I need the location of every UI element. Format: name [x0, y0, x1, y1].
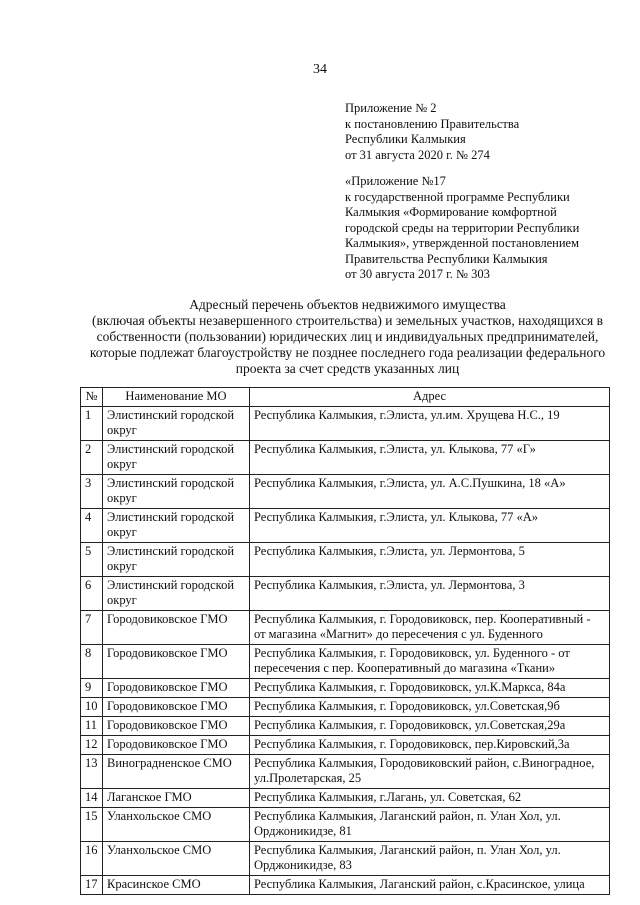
header-number: №	[81, 388, 103, 407]
table-row	[81, 736, 610, 755]
row-number: 5	[81, 543, 103, 577]
row-address: Республика Калмыкия, Лаганский район, п. Улан Хол, ул. Орджоникидзе, 83	[250, 842, 610, 876]
row-municipality: Городовиковское ГМО	[103, 717, 250, 736]
row-municipality: Виноградненское СМО	[103, 755, 250, 789]
row-number: 12	[81, 736, 103, 755]
row-municipality: Лаганское ГМО	[103, 789, 250, 808]
row-municipality: Уланхольское СМО	[103, 842, 250, 876]
row-address: Республика Калмыкия, г.Элиста, ул. А.С.Пушкина, 18 «А»	[250, 475, 610, 509]
row-municipality: Элистинский городской округ	[103, 509, 250, 543]
row-address: Республика Калмыкия, г.Элиста, ул. Клыкова, 77 «Г»	[250, 441, 610, 475]
row-municipality: Элистинский городской округ	[103, 543, 250, 577]
table-row	[81, 543, 610, 577]
row-municipality: Городовиковское ГМО	[103, 698, 250, 717]
row-address: Республика Калмыкия, г. Городовиковск, ул. Буденного - от пересечения с пер. Кооперативный до магазина «Ткани»	[250, 645, 610, 679]
title-line: которые подлежат благоустройству не позднее последнего года реализации федерального	[89, 345, 606, 360]
header-municipality: Наименование МО	[103, 388, 250, 407]
appendix-17-line: от 30 августа 2017 г. № 303	[345, 267, 490, 281]
row-address: Республика Калмыкия, Городовиковский район, с.Виноградное, ул.Пролетарская, 25	[250, 755, 610, 789]
row-municipality: Элистинский городской округ	[103, 407, 250, 441]
row-number: 17	[81, 876, 103, 895]
row-address: Республика Калмыкия, Лаганский район, п. Улан Хол, ул. Орджоникидзе, 81	[250, 808, 610, 842]
document-title	[60, 297, 635, 377]
table-row	[81, 808, 610, 842]
row-municipality: Красинское СМО	[103, 876, 250, 895]
row-number: 8	[81, 645, 103, 679]
table-row	[81, 679, 610, 698]
row-number: 16	[81, 842, 103, 876]
table-row	[81, 509, 610, 543]
row-number: 14	[81, 789, 103, 808]
table-row	[81, 577, 610, 611]
appendix-17-header	[345, 174, 579, 283]
row-municipality: Элистинский городской округ	[103, 475, 250, 509]
title-line: собственности (пользовании) юридических лиц и индивидуальных предпринимателей,	[96, 329, 599, 344]
row-municipality: Городовиковское ГМО	[103, 645, 250, 679]
row-address: Республика Калмыкия, г. Городовиковск, пер.Кировский,3а	[250, 736, 610, 755]
row-number: 2	[81, 441, 103, 475]
table-row	[81, 645, 610, 679]
row-municipality: Уланхольское СМО	[103, 808, 250, 842]
appendix-17-line: Калмыкия «Формирование комфортной	[345, 205, 557, 219]
row-municipality: Элистинский городской округ	[103, 577, 250, 611]
row-address: Республика Калмыкия, г.Элиста, ул. Клыкова, 77 «А»	[250, 509, 610, 543]
table-row	[81, 876, 610, 895]
appendix-17-line: городской среды на территории Республики	[345, 220, 580, 235]
table-row	[81, 789, 610, 808]
table-row	[81, 717, 610, 736]
header-address: Адрес	[250, 388, 610, 407]
row-address: Республика Калмыкия, г.Элиста, ул. Лермонтова, 5	[250, 543, 610, 577]
title-line: (включая объекты незавершенного строительства) и земельных участков, находящихся в	[91, 313, 604, 328]
row-number: 4	[81, 509, 103, 543]
table-row	[81, 475, 610, 509]
appendix-17-line: к государственной программе Республики	[345, 189, 570, 204]
table-header-row	[81, 388, 610, 407]
appendix-2-header	[345, 101, 519, 163]
row-address: Республика Калмыкия, г.Элиста, ул.им. Хрущева Н.С., 19	[250, 407, 610, 441]
table-row	[81, 755, 610, 789]
appendix-17-line: Калмыкия», утвержденной постановлением	[345, 236, 579, 250]
row-municipality: Элистинский городской округ	[103, 441, 250, 475]
row-number: 15	[81, 808, 103, 842]
appendix-2-line: Приложение № 2	[345, 101, 437, 115]
table-row	[81, 441, 610, 475]
row-municipality: Городовиковское ГМО	[103, 736, 250, 755]
title-line: Адресный перечень объектов недвижимого имущества	[189, 297, 506, 312]
row-number: 3	[81, 475, 103, 509]
row-number: 7	[81, 611, 103, 645]
table-row	[81, 611, 610, 645]
row-address: Республика Калмыкия, г. Городовиковск, пер. Кооперативный - от магазина «Магнит» до пересечения с ул. Буденного	[250, 611, 610, 645]
row-number: 9	[81, 679, 103, 698]
row-number: 1	[81, 407, 103, 441]
table-row	[81, 698, 610, 717]
row-number: 11	[81, 717, 103, 736]
page-number: 34	[313, 62, 327, 77]
row-address: Республика Калмыкия, Лаганский район, с.Красинское, улица	[250, 876, 610, 895]
appendix-2-line: от 31 августа 2020 г. № 274	[345, 147, 490, 162]
row-address: Республика Калмыкия, г. Городовиковск, ул.К.Маркса, 84а	[250, 679, 610, 698]
title-line: проекта за счет средств указанных лиц	[235, 361, 460, 376]
row-number: 13	[81, 755, 103, 789]
appendix-17-line: Правительства Республики Калмыкия	[345, 251, 548, 266]
row-address: Республика Калмыкия, г.Элиста, ул. Лермонтова, 3	[250, 577, 610, 611]
table-row	[81, 407, 610, 441]
appendix-2-line: к постановлению Правительства	[345, 116, 520, 131]
row-number: 10	[81, 698, 103, 717]
table-row	[81, 842, 610, 876]
appendix-2-line: Республики Калмыкия	[345, 132, 466, 146]
row-address: Республика Калмыкия, г.Лагань, ул. Советская, 62	[250, 789, 610, 808]
row-number: 6	[81, 577, 103, 611]
row-municipality: Городовиковское ГМО	[103, 611, 250, 645]
address-table	[80, 387, 610, 895]
row-address: Республика Калмыкия, г. Городовиковск, ул.Советская,9б	[250, 698, 610, 717]
row-address: Республика Калмыкия, г. Городовиковск, ул.Советская,29а	[250, 717, 610, 736]
row-municipality: Городовиковское ГМО	[103, 679, 250, 698]
appendix-17-line: «Приложение №17	[345, 174, 446, 188]
